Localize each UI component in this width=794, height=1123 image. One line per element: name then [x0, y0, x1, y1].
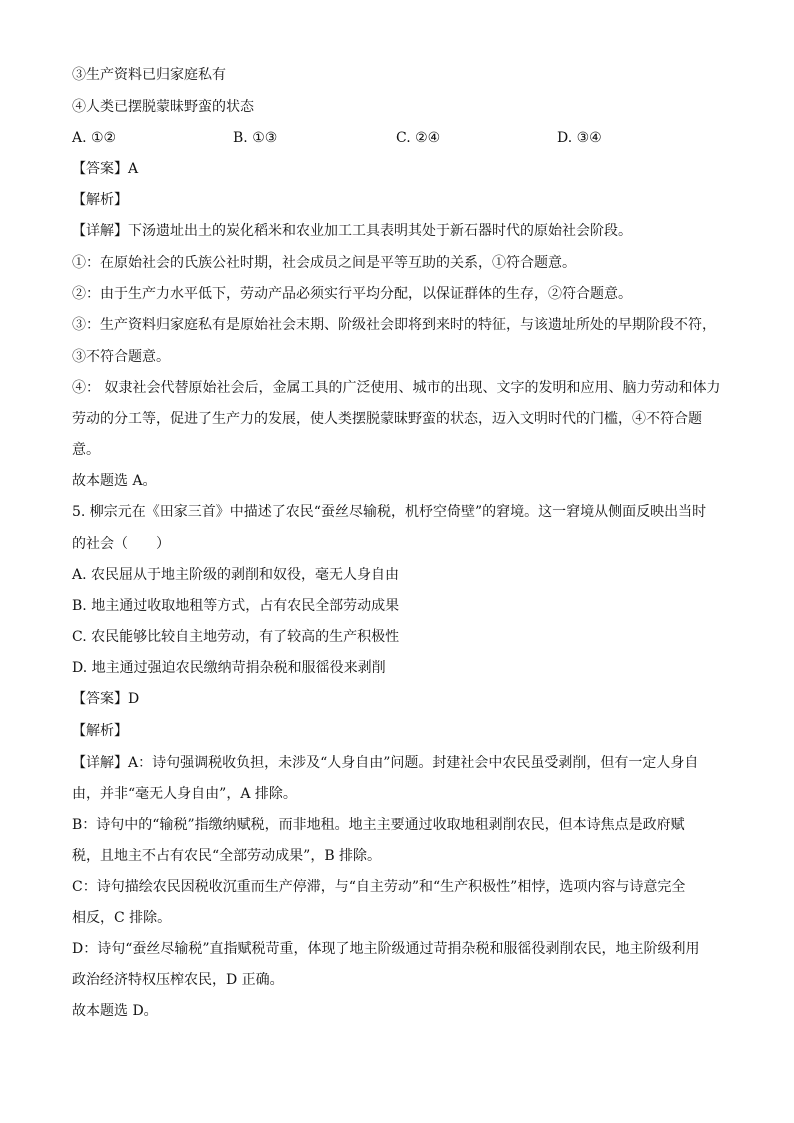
text-line: 【详解】下汤遗址出土的炭化稻米和农业加工工具表明其处于新石器时代的原始社会阶段。: [72, 223, 632, 239]
text-line: C：诗句描绘农民因税收沉重而生产停滞，与“自主劳动”和“生产积极性”相悖，选项内容与诗意完全: [72, 879, 686, 895]
text-line: ②：由于生产力水平低下，劳动产品必须实行平均分配，以保证群体的生存，②符合题意。: [72, 286, 632, 302]
question-stem: 的社会（ ）: [72, 536, 170, 552]
text-line: D：诗句“蚕丝尽输税”直指赋税苛重，体现了地主阶级通过苛捐杂税和服徭役剥削农民，地主阶级利用: [72, 941, 700, 957]
text-line: 由，并非“毫无人身自由”，A 排除。: [72, 786, 297, 802]
text-line: ③：生产资料归家庭私有是原始社会末期、阶级社会即将到来时的特征，与该遗址所处的早期阶段不符，: [72, 317, 716, 333]
option-c: C. ②④: [396, 130, 441, 146]
text-line: 【详解】A：诗句强调税收负担，未涉及“人身自由”问题。封建社会中农民虽受剥削，但有一定人身自: [72, 755, 699, 771]
text-line: ③不符合题意。: [72, 349, 170, 365]
choice-c: C. 农民能够比较自主地劳动，有了较高的生产积极性: [72, 629, 400, 645]
text-line: B：诗句中的“输税”指缴纳赋税，而非地租。地主主要通过收取地租剥削农民，但本诗焦点是政府赋: [72, 817, 685, 833]
analysis-label: 【解析】: [72, 192, 128, 208]
text-line: ④人类已摆脱蒙昧野蛮的状态: [72, 99, 254, 115]
answer-label: 【答案】A: [72, 161, 139, 177]
choice-a: A. 农民屈从于地主阶级的剥削和奴役，毫无人身自由: [72, 567, 400, 583]
text-line: 意。: [72, 442, 100, 458]
question-stem: 5. 柳宗元在《田家三首》中描述了农民“蚕丝尽输税，机杼空倚壁”的窘境。这一窘境从侧面反映出当时: [72, 504, 707, 520]
text-line: 故本题选 A。: [72, 473, 157, 489]
text-line: ④： 奴隶社会代替原始社会后，金属工具的广泛使用、城市的出现、文字的发明和应用、脑力劳动和体力: [72, 380, 721, 396]
option-b: B. ①③: [233, 130, 278, 146]
text-line: 税，且地主不占有农民“全部劳动成果”，B 排除。: [72, 848, 382, 864]
text-line: 相反，C 排除。: [72, 910, 172, 926]
text-line: 故本题选 D。: [72, 1003, 158, 1019]
option-d: D. ③④: [557, 130, 602, 146]
text-line: 政治经济特权压榨农民，D 正确。: [72, 972, 284, 988]
text-line: ③生产资料已归家庭私有: [72, 67, 226, 83]
analysis-label: 【解析】: [72, 723, 128, 739]
text-line: 劳动的分工等，促进了生产力的发展，使人类摆脱蒙昧野蛮的状态，迈入文明时代的门槛，④不符合题: [72, 411, 702, 427]
text-line: ①：在原始社会的氏族公社时期，社会成员之间是平等互助的关系，①符合题意。: [72, 255, 576, 271]
choice-b: B. 地主通过收取地租等方式，占有农民全部劳动成果: [72, 598, 400, 614]
choice-d: D. 地主通过强迫农民缴纳苛捐杂税和服徭役来剥削: [72, 660, 386, 676]
answer-label: 【答案】D: [72, 691, 140, 707]
option-a: A. ①②: [72, 130, 117, 146]
